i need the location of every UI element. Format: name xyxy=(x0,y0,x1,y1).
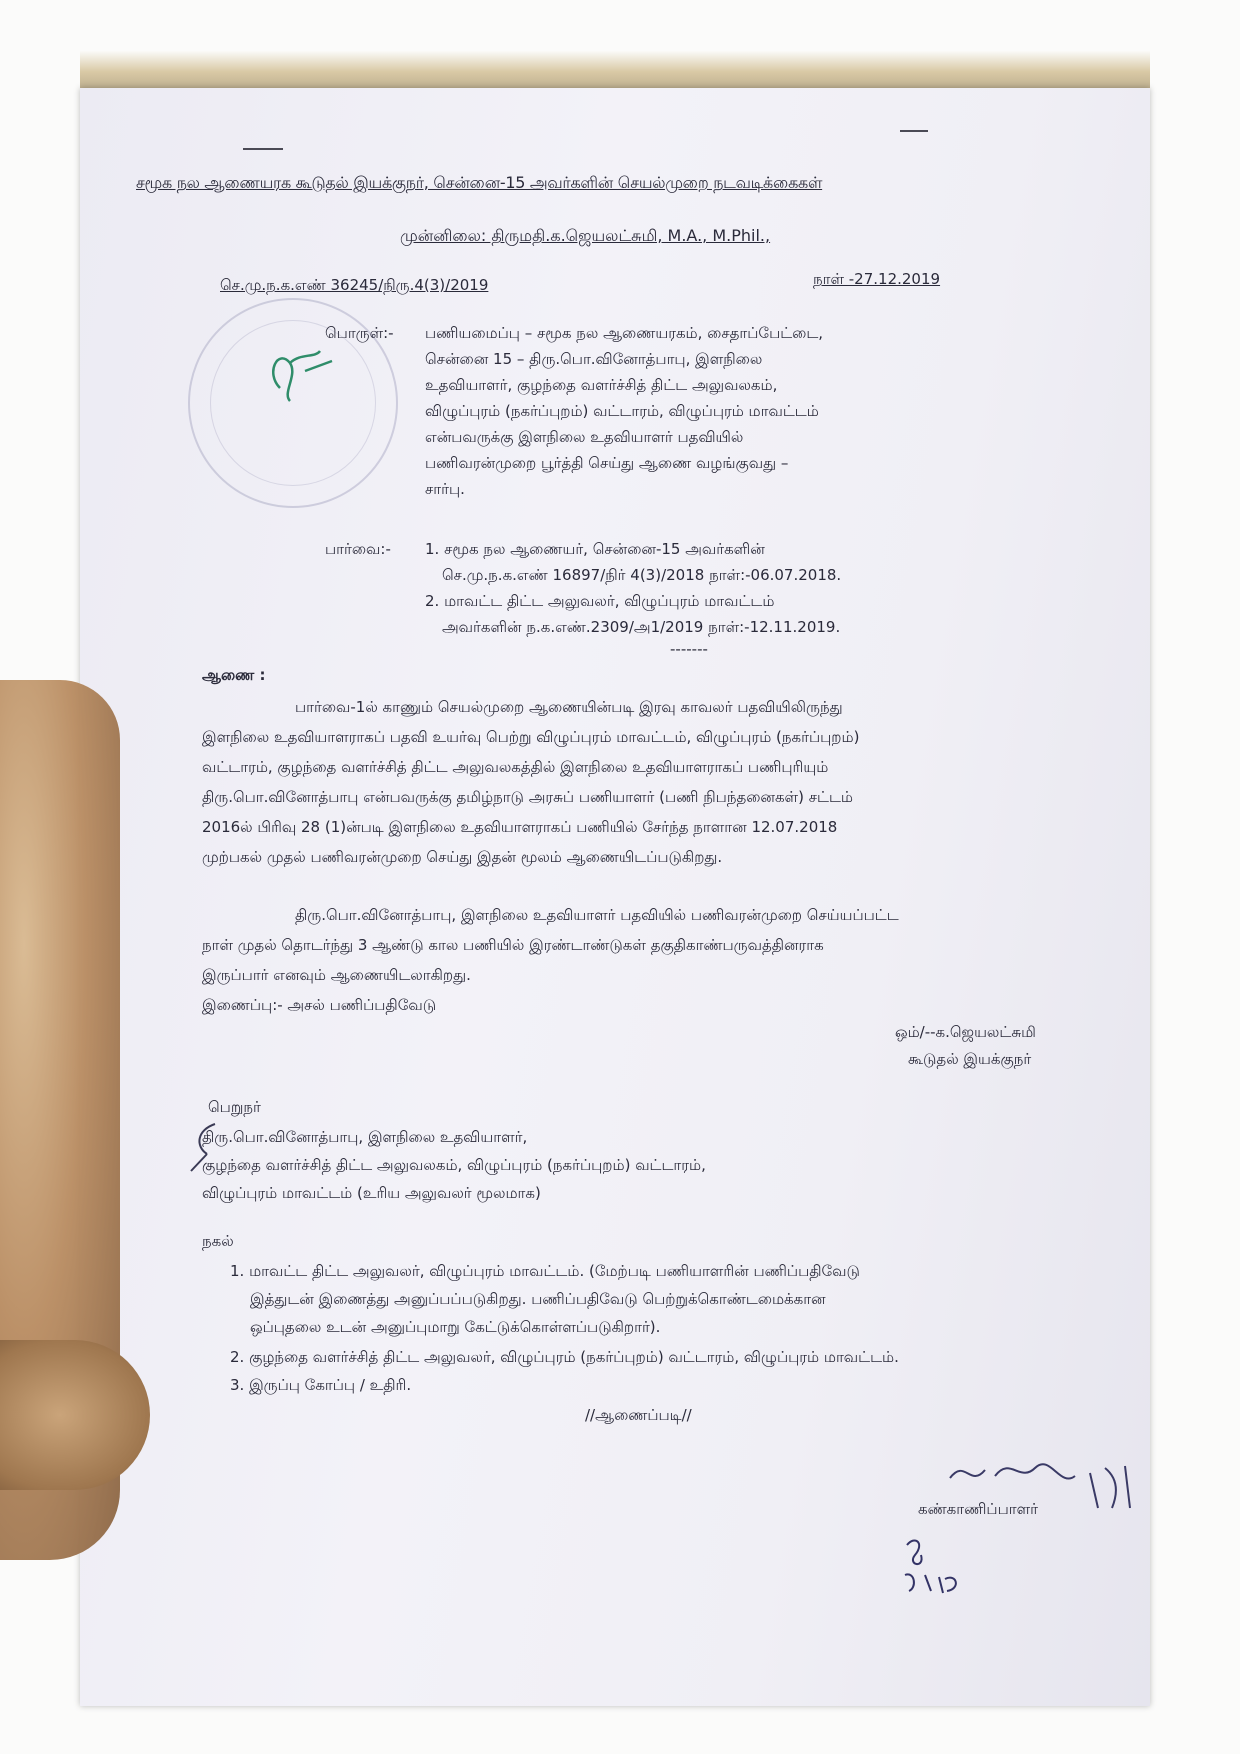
order-para2-line: திரு.பொ.வினோத்பாபு, இளநிலை உதவியாளர் பதவியில் பணிவரன்முறை செய்யப்பட்ட xyxy=(295,906,899,924)
top-mark xyxy=(243,148,283,150)
subject-line: சார்பு. xyxy=(425,480,465,498)
subject-line: உதவியாளர், குழந்தை வளர்ச்சித் திட்ட அலுவலகம், xyxy=(425,376,778,394)
background-top xyxy=(80,0,1150,92)
order-para2-line: நாள் முதல் தொடர்ந்து 3 ஆண்டு கால பணியில் இரண்டாண்டுகள் தகுதிகாண்பருவத்தினராக xyxy=(202,936,824,954)
recipient-label: பெறுநர் xyxy=(208,1098,261,1116)
recipient-line: விழுப்புரம் மாவட்டம் (உரிய அலுவலர் மூலமாக) xyxy=(202,1184,541,1202)
copy-item: 1. மாவட்ட திட்ட அலுவலர், விழுப்புரம் மாவட்டம். (மேற்படி பணியாளரின் பணிப்பதிவேடு xyxy=(230,1262,860,1280)
handwritten-initial xyxy=(895,1533,975,1603)
order-label: ஆணை : xyxy=(202,666,266,684)
copy-item: 3. இருப்பு கோப்பு / உதிரி. xyxy=(230,1376,412,1394)
signatory-designation: கூடுதல் இயக்குநர் xyxy=(908,1050,1032,1068)
order-para2-line: இருப்பார் எனவும் ஆணையிடலாகிறது. xyxy=(202,966,471,984)
recipient-line: திரு.பொ.வினோத்பாபு, இளநிலை உதவியாளர், xyxy=(202,1128,528,1146)
enclosure-note: இணைப்பு:- அசல் பணிப்பதிவேடு xyxy=(202,996,437,1014)
reference-number: செ.மு.ந.க.எண் 36245/நிரு.4(3)/2019 xyxy=(220,276,489,294)
order-para1-line: பார்வை-1ல் காணும் செயல்முறை ஆணையின்படி இரவு காவலர் பதவியிலிருந்து xyxy=(295,698,843,716)
order-para1-line: இளநிலை உதவியாளராகப் பதவி உயர்வு பெற்று விழுப்புரம் மாவட்டம், விழுப்புரம் (நகர்ப்புறம்) xyxy=(202,728,860,746)
copy-item: ஒப்புதலை உடன் அனுப்புமாறு கேட்டுக்கொள்ளப்படுகிறார்). xyxy=(250,1318,661,1336)
order-para1-line: 2016ல் பிரிவு 28 (1)ன்படி இளநிலை உதவியாளராகப் பணியில் சேர்ந்த நாளான 12.07.2018 xyxy=(202,818,838,836)
reference-line: அவர்களின் ந.க.எண்.2309/அ1/2019 நாள்:-12.11.2019. xyxy=(442,618,841,636)
by-order-line: //ஆணைப்படி// xyxy=(585,1406,692,1424)
subject-label: பொருள்:- xyxy=(325,324,394,342)
subject-line: சென்னை 15 – திரு.பொ.வினோத்பாபு, இளநிலை xyxy=(425,350,763,368)
recipient-line: குழந்தை வளர்ச்சித் திட்ட அலுவலகம், விழுப்புரம் (நகர்ப்புறம்) வட்டாரம், xyxy=(202,1156,706,1174)
copy-item: இத்துடன் இணைத்து அனுப்பப்படுகிறது. பணிப்பதிவேடு பெற்றுக்கொண்டமைக்கான xyxy=(250,1290,826,1308)
order-para1-line: திரு.பொ.வினோத்பாபு என்பவருக்கு தமிழ்நாடு அரசுப் பணியாளர் (பணி நிபந்தனைகள்) சட்டம் xyxy=(202,788,853,806)
subject-line: என்பவருக்கு இளநிலை உதவியாளர் பதவியில் xyxy=(425,428,744,446)
green-initial-signature xyxy=(260,333,340,413)
reference-label: பார்வை:- xyxy=(325,540,391,558)
subject-line: விழுப்புரம் (நகர்ப்புறம்) வட்டாரம், விழுப்புரம் மாவட்டம் xyxy=(425,402,819,420)
copy-label: நகல் xyxy=(202,1232,234,1250)
letter-date: நாள் -27.12.2019 xyxy=(813,270,941,288)
superintendent-designation: கண்காணிப்பாளர் xyxy=(918,1500,1038,1518)
subject-line: பணியமைப்பு – சமூக நல ஆணையரகம், சைதாப்பேட்டை, xyxy=(425,324,824,342)
letter-paper xyxy=(80,88,1150,1706)
copy-item: 2. குழந்தை வளர்ச்சித் திட்ட அலுவலர், விழுப்புரம் (நகர்ப்புறம்) வட்டாரம், விழுப்புரம் மாவட்டம். xyxy=(230,1348,899,1366)
reference-line: 2. மாவட்ட திட்ட அலுவலர், விழுப்புரம் மாவட்டம் xyxy=(425,592,775,610)
order-para1-line: வட்டாரம், குழந்தை வளர்ச்சித் திட்ட அலுவலகத்தில் இளநிலை உதவியாளராகப் பணிபுரியும் xyxy=(202,758,829,776)
holding-thumb xyxy=(0,1340,150,1490)
reference-line: 1. சமூக நல ஆணையர், சென்னை-15 அவர்களின் xyxy=(425,540,765,558)
presence-line: முன்னிலை: திருமதி.க.ஜெயலட்சுமி, M.A., M.Phil., xyxy=(400,226,771,245)
top-mark xyxy=(900,130,928,132)
signatory-name: ஒம்/--க.ஜெயலட்சுமி xyxy=(895,1023,1036,1041)
subject-line: பணிவரன்முறை பூர்த்தி செய்து ஆணை வழங்குவது – xyxy=(425,454,789,472)
order-para1-line: முற்பகல் முதல் பணிவரன்முறை செய்து இதன் மூலம் ஆணையிடப்படுகிறது. xyxy=(202,848,723,866)
letter-title: சமூக நல ஆணையரக கூடுதல் இயக்குநர், சென்னை-15 அவர்களின் செயல்முறை நடவடிக்கைகள் xyxy=(136,173,823,192)
reference-divider: ------- xyxy=(670,640,708,658)
reference-line: செ.மு.ந.க.எண் 16897/நிர் 4(3)/2018 நாள்:-06.07.2018. xyxy=(442,566,842,584)
